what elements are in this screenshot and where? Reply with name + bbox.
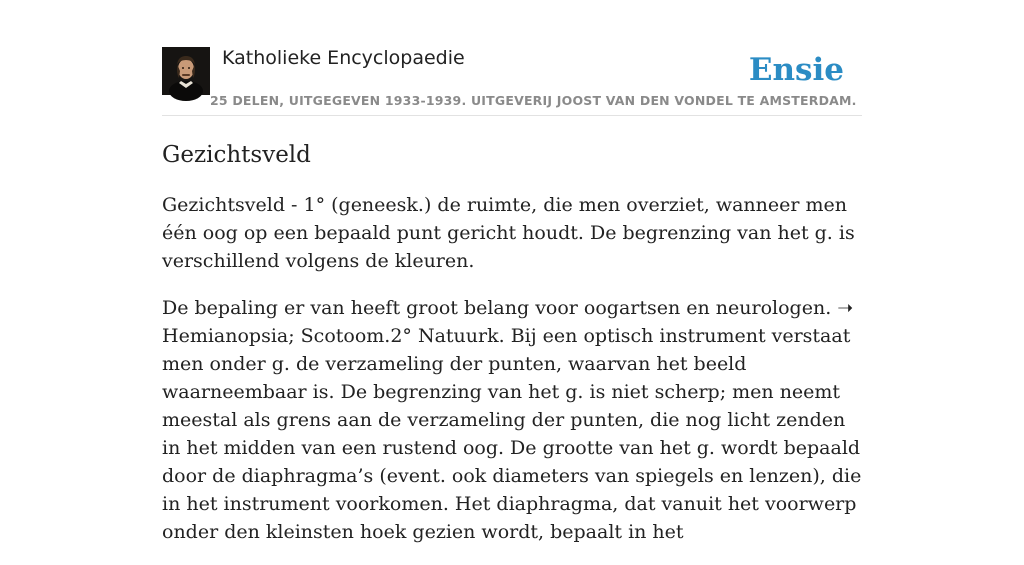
brand-logo[interactable]: Ensie [748, 52, 844, 88]
portrait-icon [162, 47, 210, 95]
paragraph-2-continuation: 2° Natuurk. Bij een optisch instrument verstaat men onder g. de verzameling der punten, waarvan het beeld waarneembaar is. De begrenzing van het g. is niet scherp; men neemt meestal als grens aan de verzameling der punten, die nog licht zenden in het midden van een rustend oog. De grootte van het g. wordt bepaald door de diaphragma’s (event. ook diameters van spiegels en lenzen), die in het instrument voorkomen. Het diaphragma, dat vanuit het voorwerp onder den kleinsten hoek gezien wordt, bepaalt in het [162, 325, 862, 543]
source-header [162, 46, 862, 116]
paragraph-2-text: De bepaling er van heeft groot belang voor oogartsen en neurologen. [162, 297, 838, 319]
content-container [162, 46, 862, 565]
source-title[interactable]: Katholieke Encyclopaedie [222, 47, 465, 69]
cross-reference-link[interactable]: Hemianopsia; Scotoom. [162, 325, 391, 347]
paragraph-2 [162, 294, 862, 546]
arrow-right-icon: ➝ [837, 297, 854, 319]
article-title: Gezichtsveld [162, 142, 311, 168]
paragraph-1: Gezichtsveld - 1° (geneesk.) de ruimte, die men overziet, wanneer men één oog op een bepaald punt gericht houdt. De begrenzing van het g. is verschillend volgens de kleuren. [162, 194, 855, 272]
article-body [162, 191, 862, 546]
source-subtitle: 25 DELEN, UITGEGEVEN 1933-1939. UITGEVERIJ JOOST VAN DEN VONDEL TE AMSTERDAM. [210, 93, 857, 108]
source-avatar[interactable] [162, 47, 210, 95]
